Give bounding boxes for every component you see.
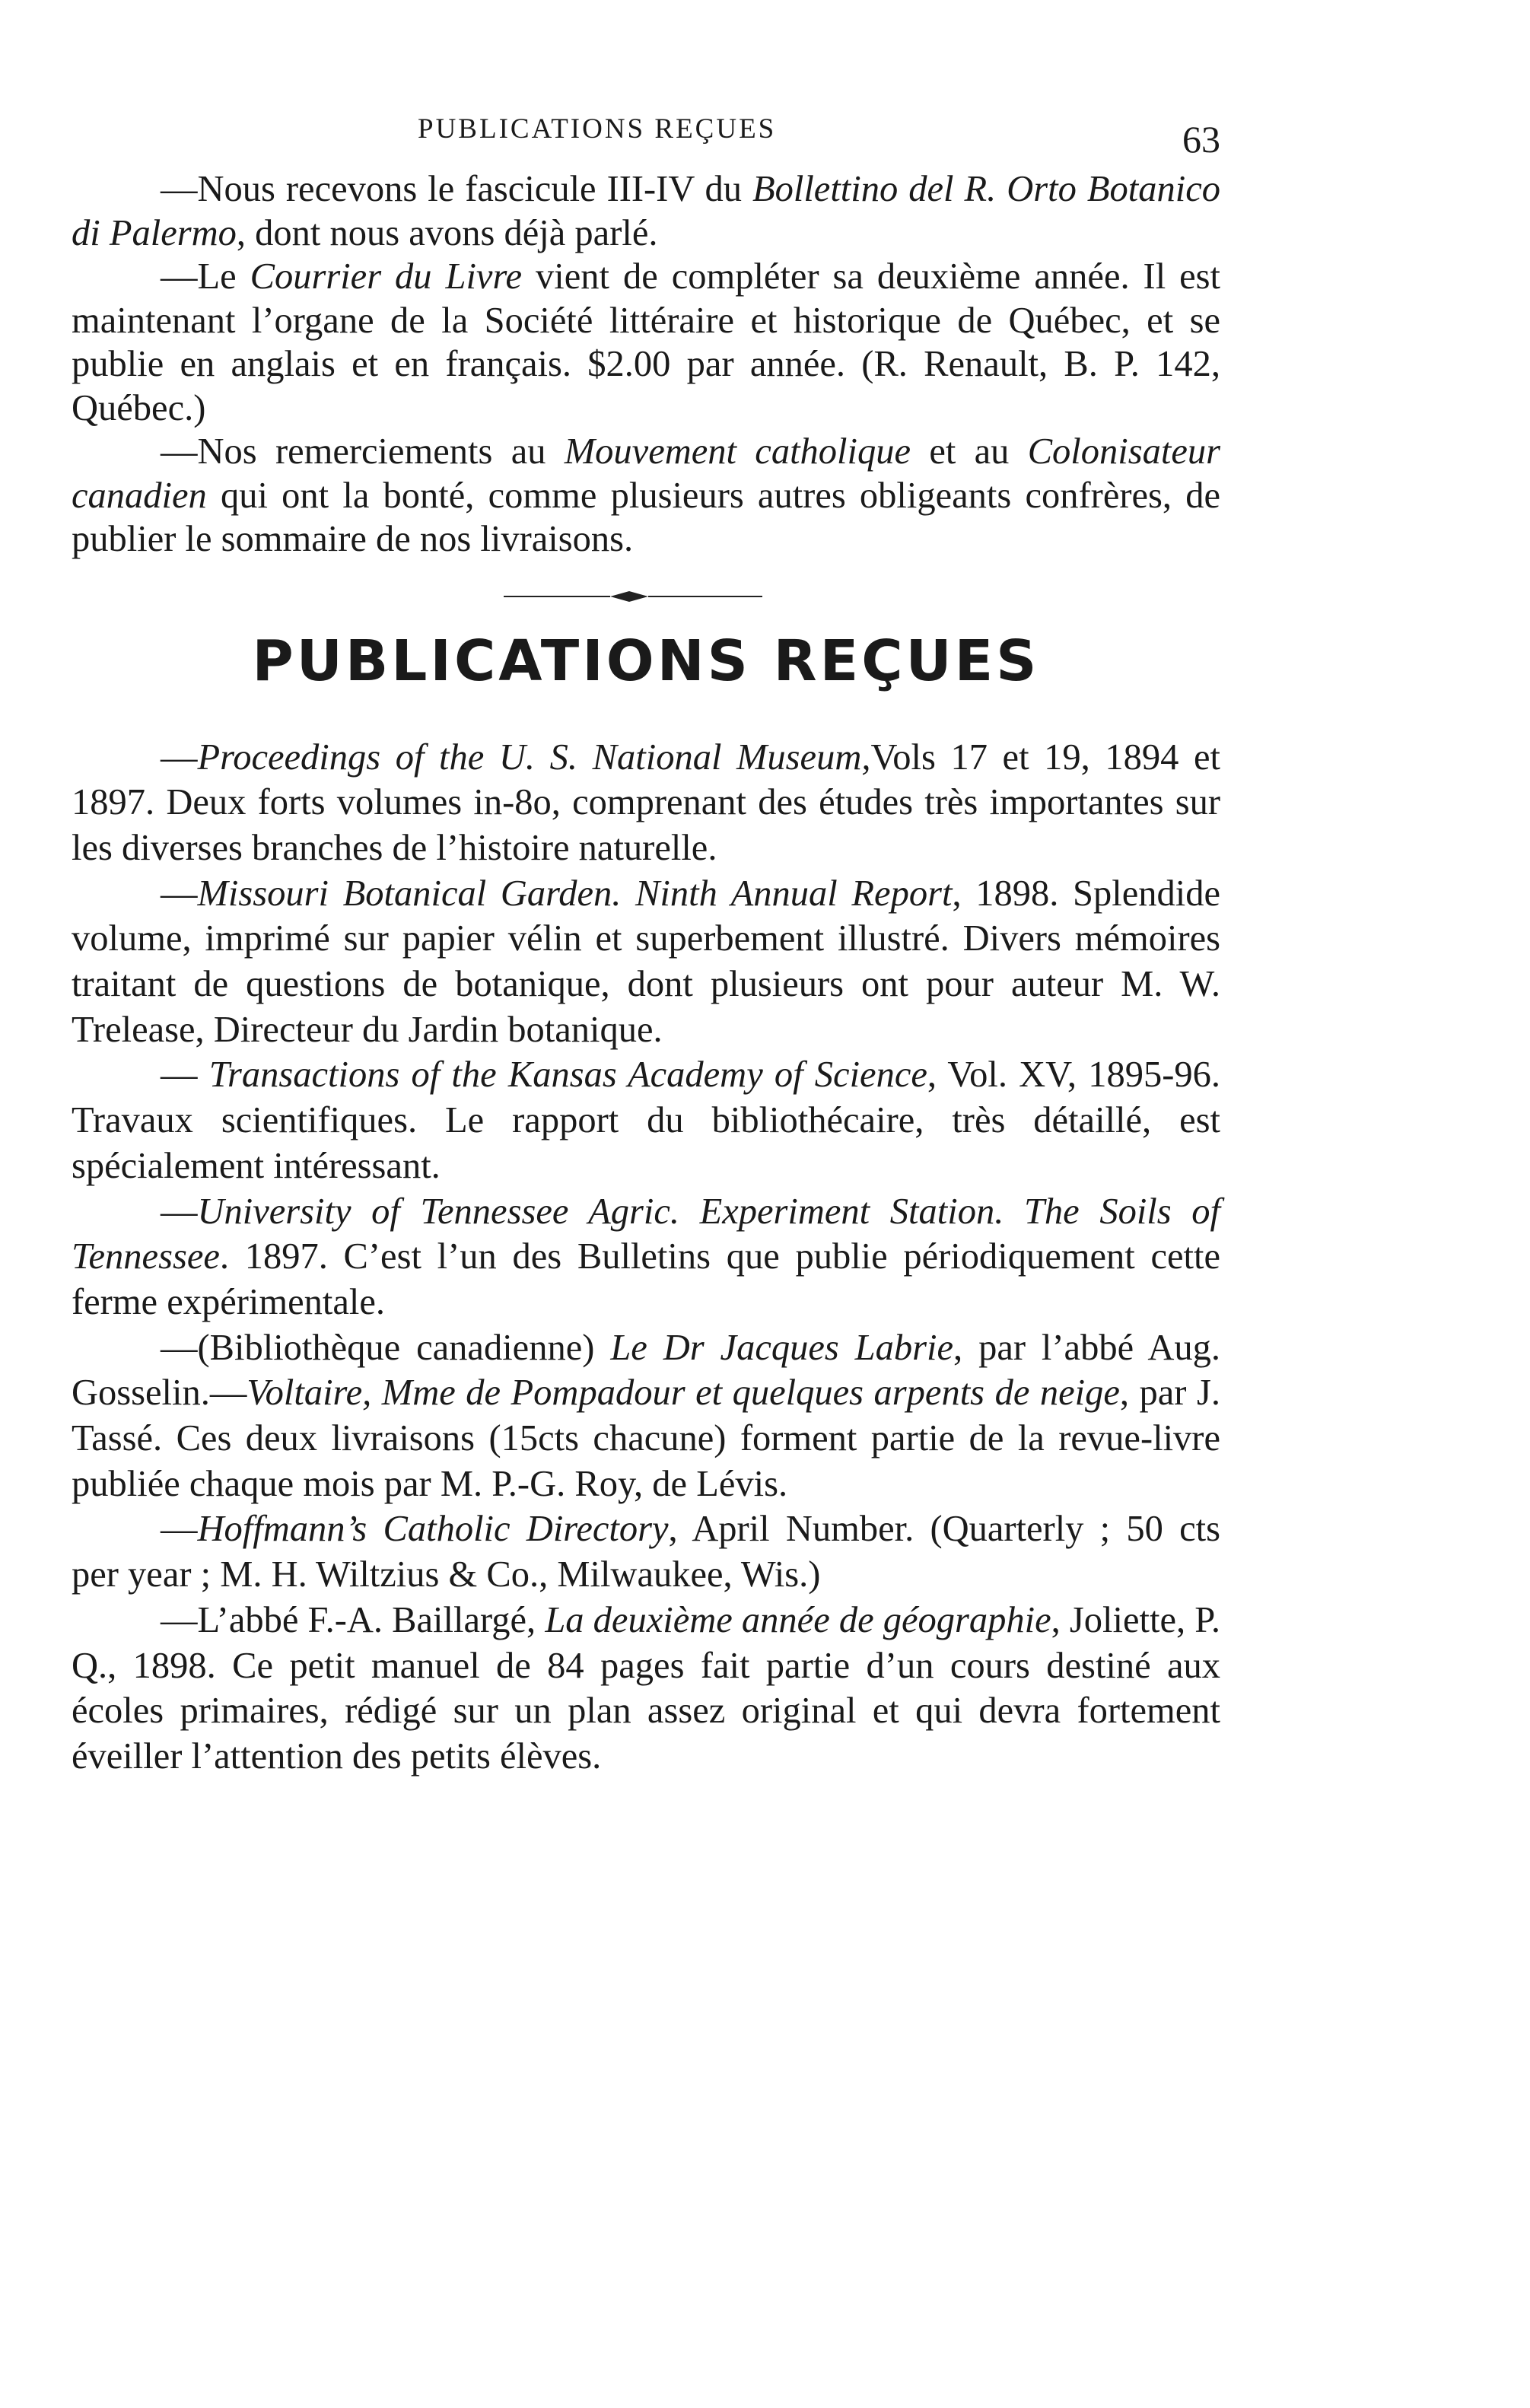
body-text: , Joliette, P. Q., 1898. Ce petit manuel de 84 pages fait partie d’un cours destiné aux écoles primaires, rédigé sur un plan assez original et qui devra fortement éveiller l’attention des petits élèves. — [72, 1599, 1220, 1777]
italic-title-text: Missouri Botanical Garden. Ninth Annual Report — [197, 873, 953, 914]
body-text: Vols 17 et 19, 1894 et 1897. Deux forts volumes in-8o, comprenant des études très importantes sur les diverses branches de l’histoire naturelle. — [72, 736, 1220, 868]
publications-list — [72, 735, 1220, 1780]
italic-title-text: Transactions of the Kansas Academy of Science — [208, 1054, 927, 1096]
publication-entry — [72, 1325, 1220, 1507]
publication-entry — [72, 735, 1220, 871]
italic-title-text: La deuxième année de géographie — [545, 1599, 1051, 1640]
publication-entry — [72, 1506, 1220, 1597]
italic-title-text: Courrier du Livre — [250, 256, 523, 297]
publication-entry — [72, 1052, 1220, 1188]
body-text: , April Number. (Quarterly ; 50 cts per year ; M. H. Wiltzius & Co., Milwaukee, Wis.) — [72, 1509, 1220, 1595]
body-text: — — [161, 1509, 198, 1550]
italic-title-text: University of Tennessee Agric. Experiment Station. The Soils of Tennessee — [72, 1191, 1220, 1277]
italic-title-text: Voltaire, Mme de Pompadour et quelques arpents de neige — [247, 1373, 1120, 1414]
italic-title-text: Le Dr Jacques Labrie — [610, 1327, 954, 1368]
body-text: , 1898. Splendide volume, imprimé sur papier vélin et superbement illustré. Divers mémoires traitant de questions de botanique, dont plusieurs ont pour auteur M. W. Trelease, Directeur du Jardin botanique. — [72, 873, 1221, 1050]
body-text: — — [161, 873, 198, 914]
italic-title-text: Bollettino del R. Orto Botanico di Palermo — [72, 169, 1220, 253]
note-paragraph — [72, 255, 1220, 430]
divider-ornament-icon — [504, 589, 762, 604]
publication-entry — [72, 1598, 1220, 1780]
body-text: — — [161, 736, 198, 778]
body-text: — — [161, 1054, 209, 1096]
body-text: , par J. Tassé. Ces deux livraisons (15cts chacune) forment partie de la revue-livre publiée chaque mois par M. P.-G. Roy, de Lévis. — [72, 1373, 1220, 1504]
body-text: , par l’abbé Aug. Gosselin.— — [72, 1327, 1220, 1414]
publication-entry — [72, 1189, 1220, 1325]
body-text: , dont nous avons déjà parlé. — [236, 212, 658, 253]
italic-title-text: Hoffmann’s Catholic Directory — [197, 1509, 669, 1550]
body-text: — — [161, 1191, 198, 1232]
body-text: —(Bibliothèque canadienne) — [161, 1327, 611, 1368]
section-divider-ornament — [72, 561, 1220, 622]
body-text: —Nos remerciements au — [161, 431, 565, 472]
running-title: PUBLICATIONS REÇUES — [418, 113, 777, 145]
publication-entry — [72, 871, 1220, 1053]
body-text: vient de compléter sa deuxième année. Il est maintenant l’organe de la Société littéraire et historique de Québec, et se publie en anglais et en français. $2.00 par année. (R. Renault, B. P. 142, Québec.) — [72, 256, 1220, 428]
note-paragraph — [72, 167, 1220, 255]
body-text: . 1897. C’est l’un des Bulletins que publie périodiquement cette ferme expérimentale. — [72, 1236, 1220, 1322]
section-heading: PUBLICATIONS REÇUES — [252, 628, 1040, 694]
italic-title-text: Mouvement catholique — [564, 431, 911, 472]
body-text: —Nous recevons le fascicule III-IV du — [161, 169, 752, 209]
body-text: , Vol. XV, 1895-96. Travaux scientifiques. Le rapport du bibliothécaire, très détaillé, est spécialement intéressant. — [72, 1054, 1220, 1186]
body-text: —L’abbé F.-A. Baillargé, — [161, 1599, 546, 1640]
page-number: 63 — [1182, 118, 1220, 161]
italic-title-text: Proceedings of the U. S. National Museum, — [197, 736, 871, 778]
page — [72, 107, 1220, 1780]
running-head — [72, 107, 1220, 167]
body-text: et au — [911, 431, 1028, 472]
body-text: qui ont la bonté, comme plusieurs autres obligeants confrères, de publier le sommaire de nos livraisons. — [72, 475, 1220, 559]
note-paragraph — [72, 430, 1220, 561]
italic-title-text: Colonisateur canadien — [72, 431, 1220, 516]
body-text: —Le — [161, 256, 250, 297]
notes-section — [72, 167, 1220, 561]
